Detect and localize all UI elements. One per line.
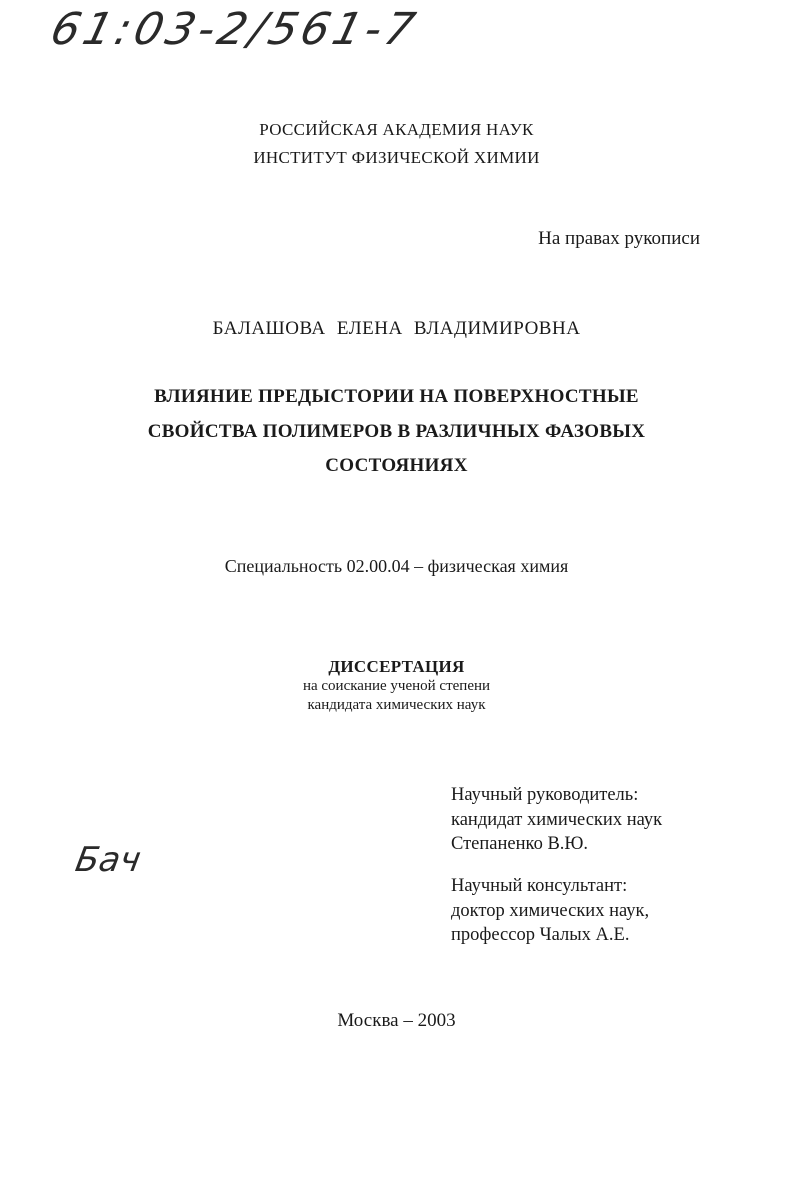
institute-name: ИНСТИТУТ ФИЗИЧЕСКОЙ ХИМИИ [253, 148, 540, 167]
dissertation-degree-line-2: кандидата химических наук [307, 697, 486, 713]
catalog-number: 61:03-2/561-7 [45, 4, 424, 55]
consultant-name: профессор Чалых А.Е. [451, 925, 630, 945]
consultant-block [451, 874, 649, 948]
handwritten-signature: Бач [72, 840, 144, 880]
supervisor-block [451, 783, 662, 857]
academy-name: РОССИЙСКАЯ АКАДЕМИЯ НАУК [259, 120, 534, 139]
thesis-title-line-2: СВОЙСТВА ПОЛИМЕРОВ В РАЗЛИЧНЫХ ФАЗОВЫХ [147, 421, 646, 442]
dissertation-label: ДИССЕРТАЦИЯ [328, 657, 465, 676]
city-year: Москва – 2003 [337, 1010, 456, 1031]
supervisor-role: Научный руководитель: [451, 785, 639, 805]
dissertation-degree-line-1: на соискание ученой степени [302, 678, 491, 694]
consultant-degree: доктор химических наук, [451, 900, 650, 921]
supervisor-name: Степаненко В.Ю. [451, 834, 589, 854]
thesis-title-line-1: ВЛИЯНИЕ ПРЕДЫСТОРИИ НА ПОВЕРХНОСТНЫЕ [154, 386, 639, 407]
rights-note: На правах рукописи [538, 228, 700, 249]
thesis-title-line-3: СОСТОЯНИЯХ [325, 455, 468, 476]
consultant-role: Научный консультант: [451, 876, 628, 896]
specialty: Специальность 02.00.04 – физическая химия [224, 556, 569, 576]
supervisor-degree: кандидат химических наук [451, 809, 663, 830]
author-name: БАЛАШОВА ЕЛЕНА ВЛАДИМИРОВНА [212, 318, 581, 339]
